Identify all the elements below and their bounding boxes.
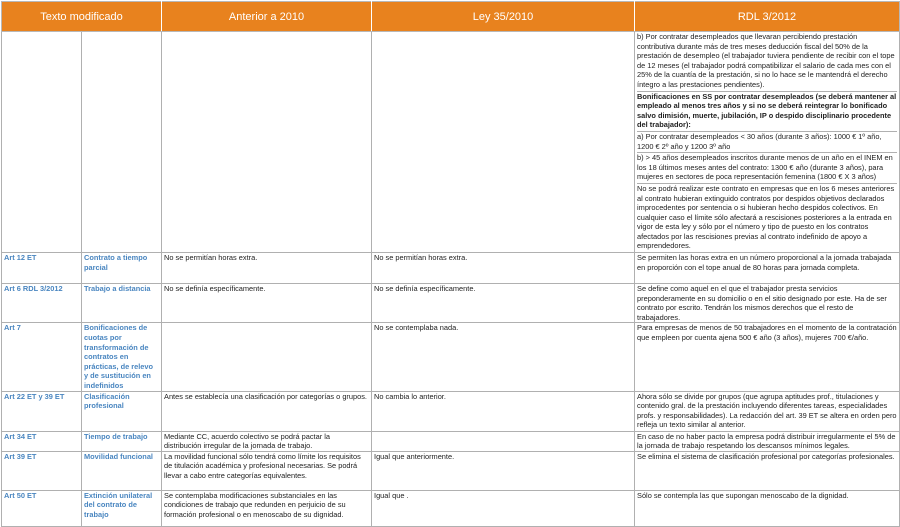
rdl-cell [635, 32, 900, 253]
topic-cell: Extinción unilateral del contrato de trabajo [82, 490, 162, 526]
table-row [2, 284, 900, 323]
art-cell: Art 7 [2, 323, 82, 391]
topic-cell [82, 32, 162, 253]
art-cell [2, 32, 82, 253]
topic-cell: Movilidad funcional [82, 451, 162, 490]
rdl-paragraph: a) Por contratar desempleados < 30 años (durante 3 años): 1000 € 1º año, 1200 € 2º año y 1200 3º año [637, 132, 897, 153]
table-row [2, 490, 900, 526]
rdl-cell: Para empresas de menos de 50 trabajadores en el momento de la contratación que empleen por cuenta ajena 500 € año (3 años), mujeres 700 €/año. [635, 323, 900, 391]
rdl-cell: Se elimina el sistema de clasificación profesional por categorías profesionales. [635, 451, 900, 490]
art-cell: Art 50 ET [2, 490, 82, 526]
topic-cell: Clasificación profesional [82, 391, 162, 431]
rdl-paragraph-bold: Bonificaciones en SS por contratar desempleados (se deberá mantener al empleado al menos tres años y si no se deberá reintegrar lo bonificado salvo dimisión, muerte, jubilación, IP o despido disciplinario procedente del trabajador): [637, 92, 897, 132]
anterior-cell [162, 32, 372, 253]
art-cell: Art 6 RDL 3/2012 [2, 284, 82, 323]
ley-cell: No se permitían horas extra. [372, 253, 635, 284]
table-row [2, 253, 900, 284]
anterior-cell: No se definía específicamente. [162, 284, 372, 323]
header-texto-modificado: Texto modificado [2, 2, 162, 32]
rdl-paragraph: No se podrá realizar este contrato en empresas que en los 6 meses anteriores al contrato hubieran extinguido contratos por despidos objetivos declarados improcedentes por sentencia o si hubieran hecho despidos colectivos. En cualquier caso el límite sólo afectará a rescisiones posteriores a la entrada en vigor de esta ley y sólo por el número y tipo de puesto en los contratos afectados por las rescisiones previas al contrato indefinido de apoyo a emprendedores. [637, 183, 895, 251]
rdl-cell: En caso de no haber pacto la empresa podrá distribuir irregularmente el 5% de la jornada de trabajo respetando los descansos mínimos legales. [635, 431, 900, 451]
art-cell: Art 39 ET [2, 451, 82, 490]
ley-cell: No se contemplaba nada. [372, 323, 635, 391]
rdl-paragraph: b) > 45 años desempleados inscritos durante menos de un año en el INEM en los 18 últimos meses antes del contrato: 1300 € año (durante 3 años), para mujeres en sectores de poca representación femenina (1800 € X 3 años) [637, 153, 897, 184]
art-cell: Art 22 ET y 39 ET [2, 391, 82, 431]
table-row [2, 323, 900, 391]
rdl-cell: Ahora sólo se divide por grupos (que agrupa aptitudes prof., titulaciones y contenido gral. de la prestación incluyendo diferentes tareas, especialidades profs. y responsabilidades). La redacción del art. 39 ET se altera en orden pero refleja un texto similar al anterior. [635, 391, 900, 431]
topic-cell: Trabajo a distancia [82, 284, 162, 323]
rdl-cell: Se permiten las horas extra en un número proporcional a la jornada trabajada en proporción con el tope anual de 80 horas para jornada completa. [635, 253, 900, 284]
header-ley-35-2010: Ley 35/2010 [372, 2, 635, 32]
ley-cell: No se definía específicamente. [372, 284, 635, 323]
topic-cell: Tiempo de trabajo [82, 431, 162, 451]
header-rdl-3-2012: RDL 3/2012 [635, 2, 900, 32]
anterior-cell: Se contemplaba modificaciones substanciales en las condiciones de trabajo que redunden en perjuicio de su formación profesional o en menoscabo de su dignidad. [162, 490, 372, 526]
reform-comparison-table [1, 1, 900, 527]
ley-cell: Igual que anteriormente. [372, 451, 635, 490]
table-row [2, 451, 900, 490]
ley-cell [372, 431, 635, 451]
rdl-paragraph: b) Por contratar desempleados que llevaran percibiendo prestación contributiva durante más de tres meses deducción fiscal del 50% de la prestación de desempleo (el trabajador tuviera pendiente de recibir con el tope de 12 meses (el trabajador podrá compatibilizar el salario de cada mes con el 25% de la cuantía de la prestación, si no lo hace se le mantendrá el derecho íntegro a las prestaciones pendientes). [637, 32, 897, 92]
table-row [2, 431, 900, 451]
art-cell: Art 34 ET [2, 431, 82, 451]
table-row-continuation [2, 32, 900, 253]
ley-cell: Igual que . [372, 490, 635, 526]
ley-cell [372, 32, 635, 253]
topic-cell: Bonificaciones de cuotas por transformación de contratos en prácticas, de relevo y de sustitución en indefinidos [82, 323, 162, 391]
anterior-cell: No se permitían horas extra. [162, 253, 372, 284]
header-anterior-2010: Anterior a 2010 [162, 2, 372, 32]
rdl-cell: Se define como aquel en el que el trabajador presta servicios preponderamente en su domicilio o en el sitio designado por este. Ha de ser contrato por escrito. Tendrán los mismos derechos que el resto de trabajadores. [635, 284, 900, 323]
table-row [2, 391, 900, 431]
rdl-cell: Sólo se contempla las que supongan menoscabo de la dignidad. [635, 490, 900, 526]
anterior-cell: Antes se establecía una clasificación por categorías o grupos. [162, 391, 372, 431]
anterior-cell: La movilidad funcional sólo tendrá como límite los requisitos de titulación académica y profesional necesarias. Se podrá llevar a cabo entre categorías equivalentes. [162, 451, 372, 490]
header-row [2, 2, 900, 32]
anterior-cell: Mediante CC, acuerdo colectivo se podrá pactar la distribución irregular de la jornada de trabajo. [162, 431, 372, 451]
ley-cell: No cambia lo anterior. [372, 391, 635, 431]
topic-cell: Contrato a tiempo parcial [82, 253, 162, 284]
anterior-cell [162, 323, 372, 391]
art-cell: Art 12 ET [2, 253, 82, 284]
